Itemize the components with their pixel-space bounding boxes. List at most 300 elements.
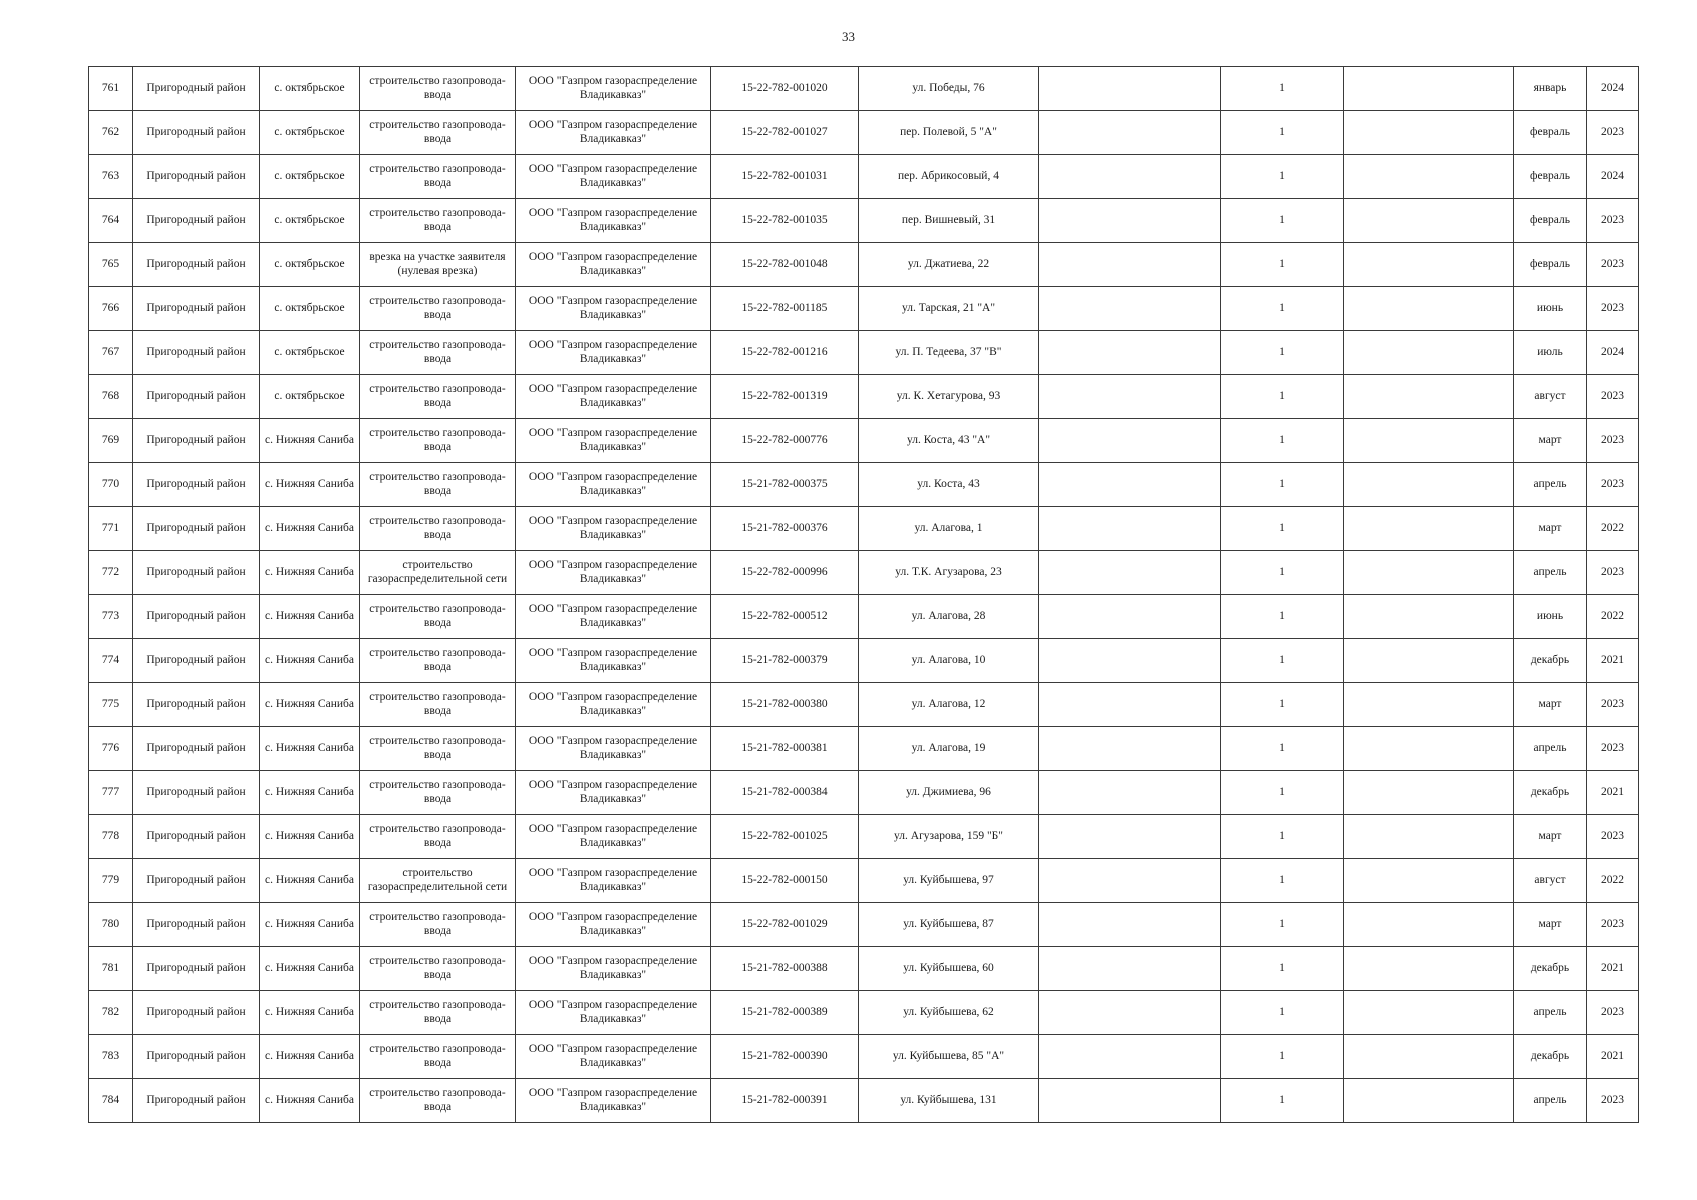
empty-cell: [1039, 287, 1221, 331]
address-cell: ул. Тарская, 21 "А": [859, 287, 1039, 331]
application-number-cell: 15-21-782-000375: [711, 463, 859, 507]
address-cell: ул. Куйбышева, 87: [859, 903, 1039, 947]
month-cell: апрель: [1514, 1079, 1587, 1123]
settlement-cell: с. октябрьское: [260, 243, 360, 287]
address-cell: пер. Полевой, 5 "А": [859, 111, 1039, 155]
row-number-cell: 763: [89, 155, 133, 199]
empty-cell: [1344, 595, 1514, 639]
organization-cell: ООО "Газпром газораспределение Владикавказ": [516, 595, 711, 639]
month-cell: февраль: [1514, 199, 1587, 243]
empty-cell: [1039, 463, 1221, 507]
empty-cell: [1344, 859, 1514, 903]
year-cell: 2022: [1587, 859, 1639, 903]
work-type-cell: строительство газопровода-ввода: [360, 199, 516, 243]
organization-cell: ООО "Газпром газораспределение Владикавказ": [516, 815, 711, 859]
month-cell: апрель: [1514, 551, 1587, 595]
address-cell: ул. Коста, 43: [859, 463, 1039, 507]
year-cell: 2023: [1587, 727, 1639, 771]
year-cell: 2024: [1587, 155, 1639, 199]
application-number-cell: 15-21-782-000390: [711, 1035, 859, 1079]
table-row: [89, 727, 1639, 771]
organization-cell: ООО "Газпром газораспределение Владикавказ": [516, 551, 711, 595]
empty-cell: [1344, 67, 1514, 111]
year-cell: 2023: [1587, 419, 1639, 463]
year-cell: 2023: [1587, 199, 1639, 243]
organization-cell: ООО "Газпром газораспределение Владикавказ": [516, 111, 711, 155]
work-type-cell: строительство газопровода-ввода: [360, 111, 516, 155]
application-number-cell: 15-22-782-000512: [711, 595, 859, 639]
empty-cell: [1039, 375, 1221, 419]
district-cell: Пригородный район: [133, 903, 260, 947]
empty-cell: [1039, 815, 1221, 859]
empty-cell: [1344, 375, 1514, 419]
row-number-cell: 777: [89, 771, 133, 815]
table-row: [89, 551, 1639, 595]
settlement-cell: с. Нижняя Саниба: [260, 419, 360, 463]
row-number-cell: 770: [89, 463, 133, 507]
year-cell: 2024: [1587, 331, 1639, 375]
quantity-cell: 1: [1221, 155, 1344, 199]
address-cell: ул. Джимиева, 96: [859, 771, 1039, 815]
empty-cell: [1344, 727, 1514, 771]
row-number-cell: 778: [89, 815, 133, 859]
table-row: [89, 1079, 1639, 1123]
district-cell: Пригородный район: [133, 947, 260, 991]
year-cell: 2023: [1587, 551, 1639, 595]
year-cell: 2023: [1587, 243, 1639, 287]
table-row: [89, 771, 1639, 815]
settlement-cell: с. Нижняя Саниба: [260, 507, 360, 551]
work-type-cell: строительство газопровода-ввода: [360, 815, 516, 859]
quantity-cell: 1: [1221, 507, 1344, 551]
settlement-cell: с. октябрьское: [260, 67, 360, 111]
work-type-cell: строительство газораспределительной сети: [360, 551, 516, 595]
quantity-cell: 1: [1221, 815, 1344, 859]
work-type-cell: строительство газопровода-ввода: [360, 507, 516, 551]
work-type-cell: строительство газопровода-ввода: [360, 67, 516, 111]
row-number-cell: 775: [89, 683, 133, 727]
table-row: [89, 903, 1639, 947]
organization-cell: ООО "Газпром газораспределение Владикавказ": [516, 1079, 711, 1123]
table-row: [89, 375, 1639, 419]
row-number-cell: 766: [89, 287, 133, 331]
month-cell: апрель: [1514, 991, 1587, 1035]
empty-cell: [1344, 331, 1514, 375]
work-type-cell: строительство газопровода-ввода: [360, 727, 516, 771]
quantity-cell: 1: [1221, 199, 1344, 243]
row-number-cell: 767: [89, 331, 133, 375]
work-type-cell: строительство газопровода-ввода: [360, 1079, 516, 1123]
work-type-cell: строительство газопровода-ввода: [360, 375, 516, 419]
table-row: [89, 287, 1639, 331]
district-cell: Пригородный район: [133, 815, 260, 859]
settlement-cell: с. Нижняя Саниба: [260, 595, 360, 639]
empty-cell: [1344, 1079, 1514, 1123]
table-row: [89, 639, 1639, 683]
empty-cell: [1344, 507, 1514, 551]
empty-cell: [1039, 639, 1221, 683]
application-number-cell: 15-21-782-000384: [711, 771, 859, 815]
quantity-cell: 1: [1221, 287, 1344, 331]
organization-cell: ООО "Газпром газораспределение Владикавказ": [516, 771, 711, 815]
empty-cell: [1039, 1079, 1221, 1123]
district-cell: Пригородный район: [133, 67, 260, 111]
row-number-cell: 764: [89, 199, 133, 243]
empty-cell: [1039, 155, 1221, 199]
quantity-cell: 1: [1221, 331, 1344, 375]
application-number-cell: 15-21-782-000380: [711, 683, 859, 727]
quantity-cell: 1: [1221, 859, 1344, 903]
application-number-cell: 15-21-782-000376: [711, 507, 859, 551]
empty-cell: [1039, 991, 1221, 1035]
settlement-cell: с. Нижняя Саниба: [260, 727, 360, 771]
work-type-cell: строительство газопровода-ввода: [360, 155, 516, 199]
row-number-cell: 781: [89, 947, 133, 991]
quantity-cell: 1: [1221, 903, 1344, 947]
work-type-cell: строительство газораспределительной сети: [360, 859, 516, 903]
month-cell: март: [1514, 419, 1587, 463]
empty-cell: [1039, 111, 1221, 155]
empty-cell: [1344, 683, 1514, 727]
address-cell: ул. Алагова, 12: [859, 683, 1039, 727]
settlement-cell: с. Нижняя Саниба: [260, 815, 360, 859]
quantity-cell: 1: [1221, 595, 1344, 639]
district-cell: Пригородный район: [133, 507, 260, 551]
work-type-cell: строительство газопровода-ввода: [360, 463, 516, 507]
empty-cell: [1344, 771, 1514, 815]
district-cell: Пригородный район: [133, 463, 260, 507]
table-row: [89, 67, 1639, 111]
empty-cell: [1039, 903, 1221, 947]
table-row: [89, 947, 1639, 991]
district-cell: Пригородный район: [133, 859, 260, 903]
application-number-cell: 15-22-782-001027: [711, 111, 859, 155]
empty-cell: [1039, 199, 1221, 243]
organization-cell: ООО "Газпром газораспределение Владикавказ": [516, 903, 711, 947]
district-cell: Пригородный район: [133, 111, 260, 155]
address-cell: ул. Куйбышева, 97: [859, 859, 1039, 903]
organization-cell: ООО "Газпром газораспределение Владикавказ": [516, 243, 711, 287]
month-cell: декабрь: [1514, 947, 1587, 991]
work-type-cell: строительство газопровода-ввода: [360, 595, 516, 639]
table-row: [89, 419, 1639, 463]
year-cell: 2023: [1587, 463, 1639, 507]
table-row: [89, 991, 1639, 1035]
row-number-cell: 761: [89, 67, 133, 111]
table-row: [89, 111, 1639, 155]
year-cell: 2023: [1587, 375, 1639, 419]
settlement-cell: с. октябрьское: [260, 287, 360, 331]
district-cell: Пригородный район: [133, 419, 260, 463]
empty-cell: [1344, 903, 1514, 947]
empty-cell: [1344, 815, 1514, 859]
year-cell: 2022: [1587, 595, 1639, 639]
settlement-cell: с. Нижняя Саниба: [260, 639, 360, 683]
settlement-cell: с. Нижняя Саниба: [260, 903, 360, 947]
address-cell: ул. Куйбышева, 60: [859, 947, 1039, 991]
district-cell: Пригородный район: [133, 551, 260, 595]
row-number-cell: 772: [89, 551, 133, 595]
empty-cell: [1039, 551, 1221, 595]
organization-cell: ООО "Газпром газораспределение Владикавказ": [516, 67, 711, 111]
month-cell: июль: [1514, 331, 1587, 375]
empty-cell: [1344, 111, 1514, 155]
address-cell: ул. Куйбышева, 62: [859, 991, 1039, 1035]
application-number-cell: 15-22-782-001035: [711, 199, 859, 243]
organization-cell: ООО "Газпром газораспределение Владикавказ": [516, 1035, 711, 1079]
work-type-cell: строительство газопровода-ввода: [360, 991, 516, 1035]
year-cell: 2021: [1587, 947, 1639, 991]
application-number-cell: 15-22-782-001216: [711, 331, 859, 375]
district-cell: Пригородный район: [133, 771, 260, 815]
address-cell: ул. Алагова, 10: [859, 639, 1039, 683]
work-type-cell: строительство газопровода-ввода: [360, 1035, 516, 1079]
district-cell: Пригородный район: [133, 991, 260, 1035]
empty-cell: [1039, 419, 1221, 463]
application-number-cell: 15-21-782-000389: [711, 991, 859, 1035]
district-cell: Пригородный район: [133, 595, 260, 639]
month-cell: август: [1514, 859, 1587, 903]
organization-cell: ООО "Газпром газораспределение Владикавказ": [516, 331, 711, 375]
year-cell: 2022: [1587, 507, 1639, 551]
year-cell: 2024: [1587, 67, 1639, 111]
month-cell: январь: [1514, 67, 1587, 111]
row-number-cell: 784: [89, 1079, 133, 1123]
empty-cell: [1344, 551, 1514, 595]
empty-cell: [1344, 243, 1514, 287]
application-number-cell: 15-21-782-000391: [711, 1079, 859, 1123]
organization-cell: ООО "Газпром газораспределение Владикавказ": [516, 463, 711, 507]
row-number-cell: 768: [89, 375, 133, 419]
work-type-cell: врезка на участке заявителя (нулевая врезка): [360, 243, 516, 287]
district-cell: Пригородный район: [133, 639, 260, 683]
month-cell: март: [1514, 815, 1587, 859]
month-cell: апрель: [1514, 463, 1587, 507]
table-row: [89, 463, 1639, 507]
settlement-cell: с. Нижняя Саниба: [260, 991, 360, 1035]
organization-cell: ООО "Газпром газораспределение Владикавказ": [516, 727, 711, 771]
address-cell: ул. Победы, 76: [859, 67, 1039, 111]
empty-cell: [1344, 199, 1514, 243]
empty-cell: [1039, 67, 1221, 111]
application-number-cell: 15-22-782-000150: [711, 859, 859, 903]
empty-cell: [1344, 155, 1514, 199]
application-number-cell: 15-21-782-000381: [711, 727, 859, 771]
row-number-cell: 769: [89, 419, 133, 463]
settlement-cell: с. октябрьское: [260, 375, 360, 419]
organization-cell: ООО "Газпром газораспределение Владикавказ": [516, 991, 711, 1035]
settlement-cell: с. Нижняя Саниба: [260, 1035, 360, 1079]
quantity-cell: 1: [1221, 991, 1344, 1035]
district-cell: Пригородный район: [133, 1035, 260, 1079]
quantity-cell: 1: [1221, 463, 1344, 507]
empty-cell: [1039, 243, 1221, 287]
district-cell: Пригородный район: [133, 287, 260, 331]
organization-cell: ООО "Газпром газораспределение Владикавказ": [516, 155, 711, 199]
application-number-cell: 15-22-782-001048: [711, 243, 859, 287]
settlement-cell: с. Нижняя Саниба: [260, 551, 360, 595]
row-number-cell: 783: [89, 1035, 133, 1079]
month-cell: август: [1514, 375, 1587, 419]
empty-cell: [1039, 859, 1221, 903]
application-number-cell: 15-22-782-000776: [711, 419, 859, 463]
empty-cell: [1344, 639, 1514, 683]
table-row: [89, 815, 1639, 859]
quantity-cell: 1: [1221, 1035, 1344, 1079]
quantity-cell: 1: [1221, 639, 1344, 683]
empty-cell: [1039, 727, 1221, 771]
month-cell: март: [1514, 683, 1587, 727]
work-type-cell: строительство газопровода-ввода: [360, 287, 516, 331]
work-type-cell: строительство газопровода-ввода: [360, 947, 516, 991]
application-number-cell: 15-21-782-000379: [711, 639, 859, 683]
district-cell: Пригородный район: [133, 243, 260, 287]
application-number-cell: 15-22-782-001031: [711, 155, 859, 199]
table-row: [89, 199, 1639, 243]
empty-cell: [1039, 595, 1221, 639]
row-number-cell: 765: [89, 243, 133, 287]
empty-cell: [1344, 947, 1514, 991]
table-row: [89, 155, 1639, 199]
address-cell: пер. Абрикосовый, 4: [859, 155, 1039, 199]
settlement-cell: с. Нижняя Саниба: [260, 859, 360, 903]
year-cell: 2023: [1587, 903, 1639, 947]
quantity-cell: 1: [1221, 419, 1344, 463]
quantity-cell: 1: [1221, 727, 1344, 771]
organization-cell: ООО "Газпром газораспределение Владикавказ": [516, 199, 711, 243]
application-number-cell: 15-22-782-001025: [711, 815, 859, 859]
table-row: [89, 595, 1639, 639]
settlement-cell: с. Нижняя Саниба: [260, 1079, 360, 1123]
empty-cell: [1344, 419, 1514, 463]
district-cell: Пригородный район: [133, 155, 260, 199]
district-cell: Пригородный район: [133, 683, 260, 727]
year-cell: 2023: [1587, 1079, 1639, 1123]
work-type-cell: строительство газопровода-ввода: [360, 419, 516, 463]
application-number-cell: 15-22-782-001029: [711, 903, 859, 947]
organization-cell: ООО "Газпром газораспределение Владикавказ": [516, 419, 711, 463]
table-body: [89, 67, 1639, 1123]
address-cell: ул. Т.К. Агузарова, 23: [859, 551, 1039, 595]
row-number-cell: 773: [89, 595, 133, 639]
settlement-cell: с. октябрьское: [260, 155, 360, 199]
address-cell: пер. Вишневый, 31: [859, 199, 1039, 243]
empty-cell: [1039, 1035, 1221, 1079]
quantity-cell: 1: [1221, 375, 1344, 419]
district-cell: Пригородный район: [133, 375, 260, 419]
district-cell: Пригородный район: [133, 1079, 260, 1123]
district-cell: Пригородный район: [133, 727, 260, 771]
month-cell: июнь: [1514, 287, 1587, 331]
settlement-cell: с. октябрьское: [260, 331, 360, 375]
address-cell: ул. Куйбышева, 85 "А": [859, 1035, 1039, 1079]
table-row: [89, 859, 1639, 903]
year-cell: 2023: [1587, 111, 1639, 155]
address-cell: ул. Агузарова, 159 "Б": [859, 815, 1039, 859]
month-cell: март: [1514, 903, 1587, 947]
month-cell: февраль: [1514, 155, 1587, 199]
year-cell: 2023: [1587, 991, 1639, 1035]
quantity-cell: 1: [1221, 551, 1344, 595]
year-cell: 2023: [1587, 815, 1639, 859]
address-cell: ул. Алагова, 28: [859, 595, 1039, 639]
work-type-cell: строительство газопровода-ввода: [360, 331, 516, 375]
table-row: [89, 331, 1639, 375]
month-cell: декабрь: [1514, 1035, 1587, 1079]
settlement-cell: с. октябрьское: [260, 199, 360, 243]
month-cell: июнь: [1514, 595, 1587, 639]
row-number-cell: 780: [89, 903, 133, 947]
settlement-cell: с. Нижняя Саниба: [260, 947, 360, 991]
month-cell: апрель: [1514, 727, 1587, 771]
address-cell: ул. Куйбышева, 131: [859, 1079, 1039, 1123]
organization-cell: ООО "Газпром газораспределение Владикавказ": [516, 859, 711, 903]
row-number-cell: 774: [89, 639, 133, 683]
empty-cell: [1039, 507, 1221, 551]
organization-cell: ООО "Газпром газораспределение Владикавказ": [516, 507, 711, 551]
address-cell: ул. Алагова, 1: [859, 507, 1039, 551]
address-cell: ул. П. Тедеева, 37 "В": [859, 331, 1039, 375]
quantity-cell: 1: [1221, 67, 1344, 111]
row-number-cell: 782: [89, 991, 133, 1035]
empty-cell: [1039, 947, 1221, 991]
quantity-cell: 1: [1221, 683, 1344, 727]
gasification-table: [88, 66, 1639, 1123]
district-cell: Пригородный район: [133, 331, 260, 375]
work-type-cell: строительство газопровода-ввода: [360, 771, 516, 815]
month-cell: февраль: [1514, 243, 1587, 287]
settlement-cell: с. октябрьское: [260, 111, 360, 155]
table-row: [89, 683, 1639, 727]
application-number-cell: 15-22-782-001319: [711, 375, 859, 419]
organization-cell: ООО "Газпром газораспределение Владикавказ": [516, 683, 711, 727]
work-type-cell: строительство газопровода-ввода: [360, 903, 516, 947]
table-row: [89, 507, 1639, 551]
work-type-cell: строительство газопровода-ввода: [360, 639, 516, 683]
month-cell: декабрь: [1514, 639, 1587, 683]
settlement-cell: с. Нижняя Саниба: [260, 683, 360, 727]
district-cell: Пригородный район: [133, 199, 260, 243]
quantity-cell: 1: [1221, 243, 1344, 287]
settlement-cell: с. Нижняя Саниба: [260, 771, 360, 815]
address-cell: ул. Коста, 43 "А": [859, 419, 1039, 463]
empty-cell: [1039, 771, 1221, 815]
address-cell: ул. Джатиева, 22: [859, 243, 1039, 287]
application-number-cell: 15-21-782-000388: [711, 947, 859, 991]
organization-cell: ООО "Газпром газораспределение Владикавказ": [516, 287, 711, 331]
table-row: [89, 1035, 1639, 1079]
year-cell: 2023: [1587, 683, 1639, 727]
table-row: [89, 243, 1639, 287]
empty-cell: [1344, 991, 1514, 1035]
row-number-cell: 779: [89, 859, 133, 903]
organization-cell: ООО "Газпром газораспределение Владикавказ": [516, 947, 711, 991]
organization-cell: ООО "Газпром газораспределение Владикавказ": [516, 639, 711, 683]
month-cell: декабрь: [1514, 771, 1587, 815]
application-number-cell: 15-22-782-000996: [711, 551, 859, 595]
address-cell: ул. Алагова, 19: [859, 727, 1039, 771]
empty-cell: [1344, 1035, 1514, 1079]
year-cell: 2021: [1587, 771, 1639, 815]
year-cell: 2023: [1587, 287, 1639, 331]
empty-cell: [1344, 463, 1514, 507]
row-number-cell: 776: [89, 727, 133, 771]
empty-cell: [1039, 683, 1221, 727]
empty-cell: [1344, 287, 1514, 331]
quantity-cell: 1: [1221, 771, 1344, 815]
application-number-cell: 15-22-782-001185: [711, 287, 859, 331]
year-cell: 2021: [1587, 639, 1639, 683]
